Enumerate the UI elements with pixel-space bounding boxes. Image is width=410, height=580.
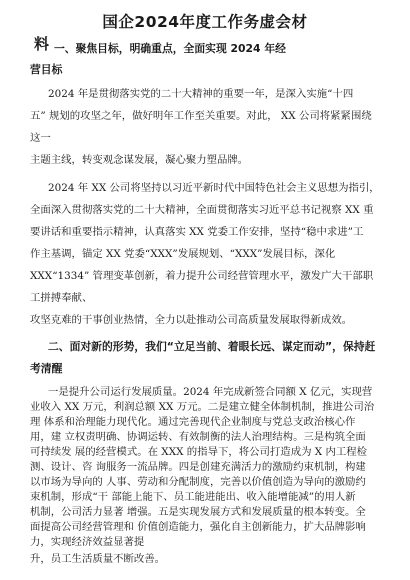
p3-line: 一是提升公司运行发展质量。2024 年完成新签合同额 X 亿元，实现营	[48, 386, 373, 398]
heading2-line1: 二、面对新的形势，我们“立足当前、着眼长远、谋定而动”，保持赶	[48, 340, 376, 353]
p2-line: XXX“1334” 管理变革创新，着力提升公司经营管理水平，激发广大干部职	[30, 270, 374, 282]
p3-line: 束机制，形成“干 部能上能下、员工能进能出、收入能增能减”的用人新	[30, 491, 356, 503]
p3-line: 可持续发 展的经营模式。在 XXX 的指导下，将公司打造成为 X 内工程检	[30, 446, 368, 458]
heading1-line1: 一、聚焦目标，明确重点，全面实现 2024 年经	[54, 42, 286, 55]
p1-line: 五” 规划的攻坚之年，做好明年工作至关重要。对此， XX 公司将紧紧围绕	[30, 110, 372, 122]
p2-line: 攻坚克难的干事创业热情，全力以赴推动公司高质量发展取得新成效。	[30, 314, 353, 326]
p3-line: 用，建 立权责明确、协调运转、有效制衡的法人治理结构。三是构筑全面	[30, 431, 366, 443]
p3-line: 升，员工生活质量不断改善。	[30, 553, 166, 565]
p3-line: 面提高公司经营管理和 价值创造能力，强化自主创新能力，扩大品牌影响	[30, 521, 366, 533]
heading1-char: 料	[34, 35, 50, 53]
p3-line: 理 体系和治理能力现代化。通过完善现代企业制度与党总支政治核心作	[30, 416, 356, 428]
p2-line: 要讲话和重要指示精神，认真落实 XX 党委工作安排，坚持“稳中求进”工	[30, 226, 364, 238]
p3-line: 测、设计、咨 询服务一流品牌。四是创建充满活力的激励约束机制，构建	[30, 461, 366, 473]
p1-line: 这一	[30, 132, 51, 144]
p2-line: 工拼搏奉献、	[30, 292, 93, 304]
heading2-line2: 考清醒	[30, 362, 63, 375]
p1-line: 主题主线，转变观念谋发展，凝心聚力塑品牌。	[30, 154, 249, 166]
p3-line: 以市场为导向的 人事、劳动和分配制度，完善以价值创造为导向的激励约	[30, 476, 366, 488]
p3-line: 力，实现经济效益显著提	[30, 536, 145, 548]
p2-line: 全面深入贯彻落实党的二十大精神，全面贯彻落实习近平总书记视察 XX 重	[30, 204, 374, 216]
p2-line: 作主基调，锚定 XX 党委“XXX”发展规划、“XXX”发展目标，深化	[30, 248, 336, 260]
p2-line: 2024 年 XX 公司将坚持以习近平新时代中国特色社会主义思想为指引，	[48, 182, 380, 194]
p1-line: 2024 年是贯彻落实党的二十大精神的重要一年，是深入实施“十四	[48, 88, 354, 100]
p3-line: 机制，公司活力显著 增强。五是实现发展方式和发展质量的根本转变。全	[30, 506, 366, 518]
p3-line: 业收入 XX 万元，利润总额 XX 万元。二是建立健全体制机制，推进公司治	[30, 401, 375, 413]
heading1-line2: 营目标	[30, 63, 63, 76]
document-title: 国企2024年度工作务虚会材	[102, 13, 308, 31]
